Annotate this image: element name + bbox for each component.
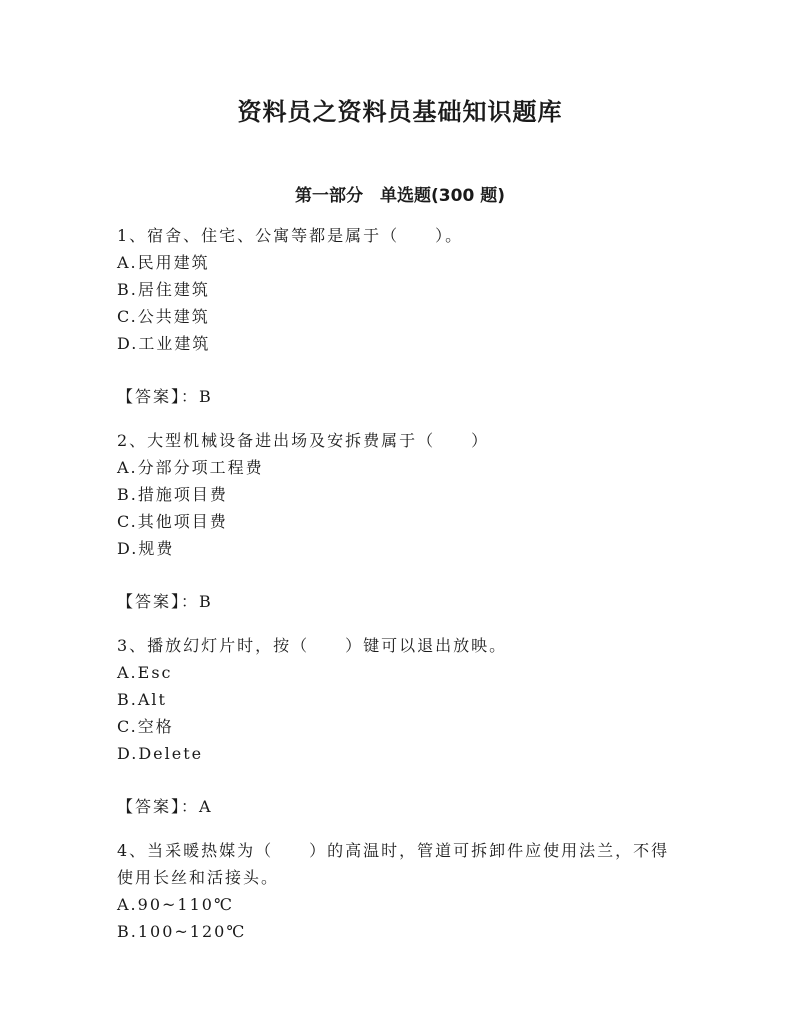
answer-line: 【答案】：B	[117, 387, 213, 406]
option-c: C.公共建筑	[117, 307, 210, 326]
option-d: D.Delete	[117, 744, 204, 763]
option-a: A.Esc	[117, 663, 173, 682]
option-c: C.空格	[117, 717, 174, 736]
answer-line: 【答案】：A	[117, 797, 213, 816]
option-d: D.工业建筑	[117, 334, 211, 353]
question-stem: 1、宿舍、住宅、公寓等都是属于（ ）。	[117, 226, 464, 245]
option-b: B.Alt	[117, 690, 167, 709]
option-a: A.90~110℃	[117, 895, 234, 914]
option-a: A.分部分项工程费	[117, 458, 264, 477]
option-d: D.规费	[117, 539, 175, 558]
option-c: C.其他项目费	[117, 512, 228, 531]
question-3	[117, 632, 687, 837]
question-4	[117, 837, 687, 945]
answer-line: 【答案】：B	[117, 592, 213, 611]
section-title: 第一部分 单选题(300 题)	[295, 186, 505, 206]
question-1	[117, 222, 687, 427]
document-title: 资料员之资料员基础知识题库	[237, 97, 563, 126]
question-2	[117, 427, 687, 632]
question-stem: 2、大型机械设备进出场及安拆费属于（ ）	[117, 431, 490, 450]
option-b: B.措施项目费	[117, 485, 228, 504]
option-b: B.居住建筑	[117, 280, 210, 299]
question-stem: 4、当采暖热媒为（ ）的高温时，管道可拆卸件应使用法兰，不得使用长丝和活接头。	[117, 841, 670, 887]
question-list	[117, 222, 687, 945]
question-stem: 3、播放幻灯片时，按（ ）键可以退出放映。	[117, 636, 508, 655]
option-a: A.民用建筑	[117, 253, 210, 272]
option-b: B.100~120℃	[117, 922, 247, 941]
